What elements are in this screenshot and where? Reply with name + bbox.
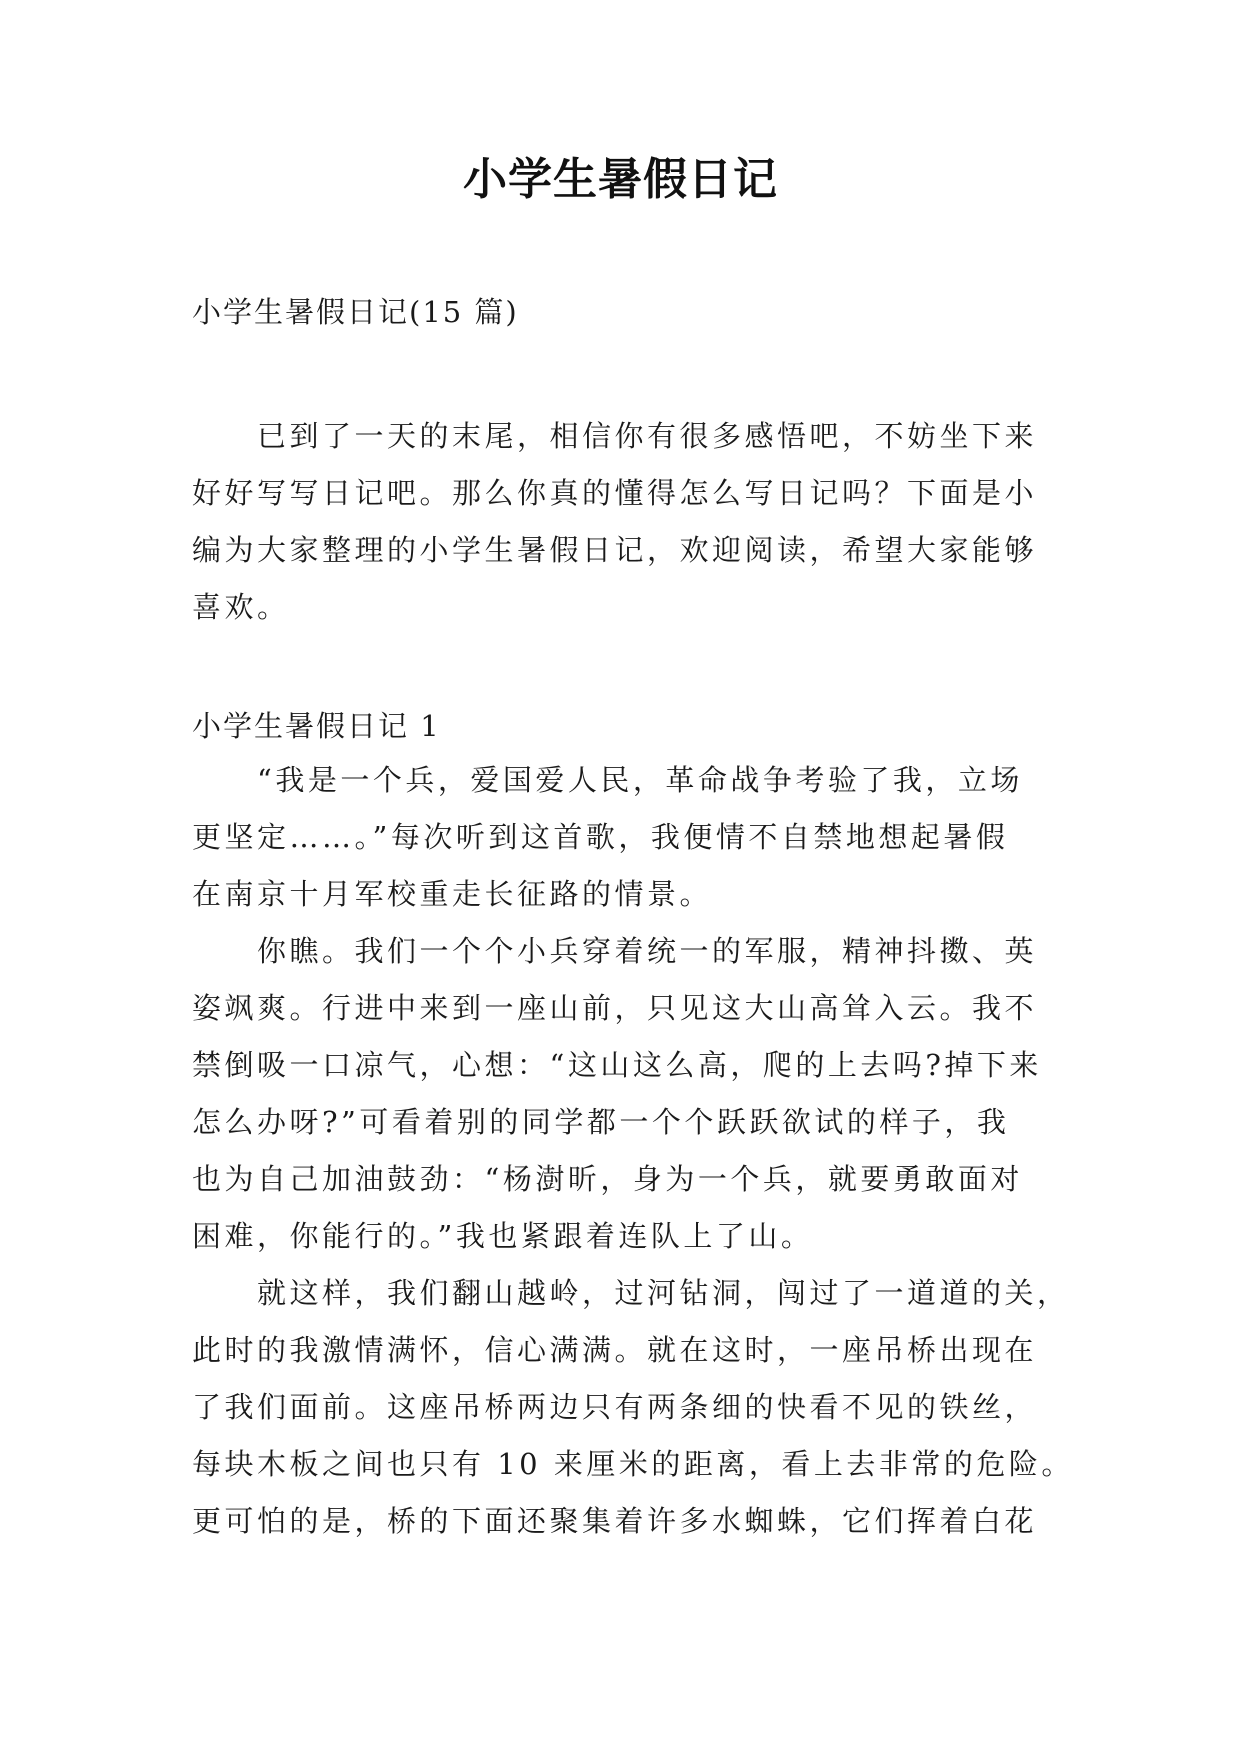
diary-entry-body bbox=[192, 752, 1074, 1550]
diary-line: 了我们面前。这座吊桥两边只有两条细的快看不见的铁丝， bbox=[192, 1390, 1038, 1424]
diary-line: 此时的我激情满怀，信心满满。就在这时，一座吊桥出现在 bbox=[192, 1333, 1038, 1367]
diary-line: 更可怕的是，桥的下面还聚集着许多水蜘蛛，它们挥着白花 bbox=[192, 1504, 1038, 1538]
intro-line: 已到了一天的末尾，相信你有很多感悟吧，不妨坐下来 bbox=[192, 419, 1038, 453]
diary-line: 禁倒吸一口凉气，心想：“这山这么高，爬的上去吗?掉下来 bbox=[192, 1048, 1042, 1082]
intro-line: 喜欢。 bbox=[192, 590, 290, 624]
diary-line: 你瞧。我们一个个小兵穿着统一的军服，精神抖擞、英 bbox=[192, 934, 1038, 968]
intro-paragraph bbox=[192, 408, 1062, 636]
intro-line: 好好写写日记吧。那么你真的懂得怎么写日记吗？下面是小 bbox=[192, 476, 1038, 510]
document-title: 小学生暑假日记 bbox=[463, 154, 778, 205]
diary-line: 姿飒爽。行进中来到一座山前，只见这大山高耸入云。我不 bbox=[192, 991, 1038, 1025]
diary-line: “我是一个兵，爱国爱人民，革命战争考验了我，立场 bbox=[192, 763, 1023, 797]
diary-line: 每块木板之间也只有 10 来厘米的距离，看上去非常的危险。 bbox=[192, 1447, 1074, 1481]
diary-line: 困难，你能行的。”我也紧跟着连队上了山。 bbox=[192, 1219, 814, 1253]
intro-line: 编为大家整理的小学生暑假日记，欢迎阅读，希望大家能够 bbox=[192, 533, 1038, 567]
document-subtitle: 小学生暑假日记(15 篇) bbox=[192, 295, 519, 329]
diary-line: 在南京十月军校重走长征路的情景。 bbox=[192, 877, 713, 911]
section-heading: 小学生暑假日记 1 bbox=[192, 709, 441, 743]
diary-line: 更坚定……。”每次听到这首歌，我便情不自禁地想起暑假 bbox=[192, 820, 1009, 854]
diary-line: 就这样，我们翻山越岭，过河钻洞，闯过了一道道的关， bbox=[192, 1276, 1070, 1310]
diary-line: 怎么办呀?”可看着别的同学都一个个跃跃欲试的样子，我 bbox=[192, 1105, 1010, 1139]
diary-line: 也为自己加油鼓劲：“杨澍昕，身为一个兵，就要勇敢面对 bbox=[192, 1162, 1023, 1196]
